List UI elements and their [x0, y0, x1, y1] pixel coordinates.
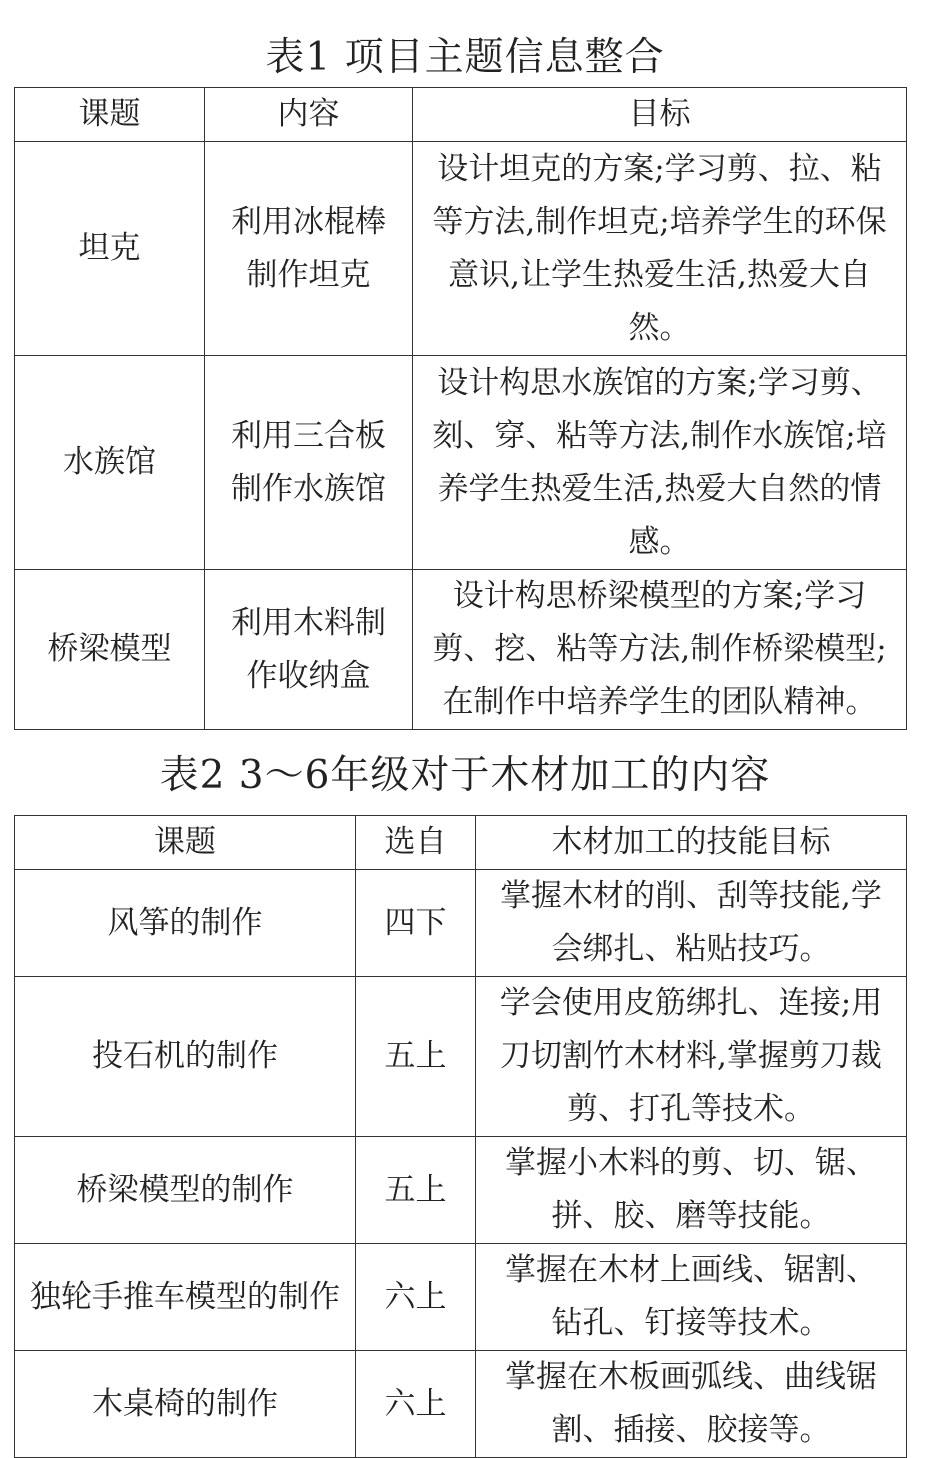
project-topics-table	[14, 87, 907, 730]
table-row	[15, 1351, 907, 1458]
cell-goal: 设计构思桥梁模型的方案;学习剪、挖、粘等方法,制作桥梁模型;在制作中培养学生的团队精神。	[413, 570, 907, 730]
table-row	[15, 1244, 907, 1351]
cell-topic: 风筝的制作	[15, 870, 356, 977]
cell-content: 利用木料制作收纳盒	[205, 570, 413, 730]
header-goal: 目标	[413, 88, 907, 142]
header-topic: 课题	[15, 816, 356, 870]
cell-source: 五上	[356, 977, 476, 1137]
table1-caption: 表1 项目主题信息整合	[265, 35, 665, 80]
cell-content: 利用冰棍棒制作坦克	[205, 142, 413, 356]
table-row	[15, 1137, 907, 1244]
cell-topic: 木桌椅的制作	[15, 1351, 356, 1458]
cell-content: 利用三合板制作水族馆	[205, 356, 413, 570]
table-header-row	[15, 816, 907, 870]
table-row	[15, 142, 907, 356]
table-row	[15, 570, 907, 730]
cell-source: 四下	[356, 870, 476, 977]
table-row	[15, 356, 907, 570]
cell-topic: 桥梁模型	[15, 570, 205, 730]
cell-goal: 设计坦克的方案;学习剪、拉、粘等方法,制作坦克;培养学生的环保意识,让学生热爱生活,热爱大自然。	[413, 142, 907, 356]
table-row	[15, 870, 907, 977]
cell-topic: 投石机的制作	[15, 977, 356, 1137]
header-topic: 课题	[15, 88, 205, 142]
cell-source: 六上	[356, 1351, 476, 1458]
cell-source: 五上	[356, 1137, 476, 1244]
table-row	[15, 977, 907, 1137]
header-content: 内容	[205, 88, 413, 142]
cell-topic: 水族馆	[15, 356, 205, 570]
cell-goal: 掌握在木板画弧线、曲线锯割、插接、胶接等。	[476, 1351, 907, 1458]
cell-topic: 桥梁模型的制作	[15, 1137, 356, 1244]
cell-topic: 独轮手推车模型的制作	[15, 1244, 356, 1351]
header-source: 选自	[356, 816, 476, 870]
cell-goal: 学会使用皮筋绑扎、连接;用刀切割竹木材料,掌握剪刀裁剪、打孔等技术。	[476, 977, 907, 1137]
cell-goal: 掌握在木材上画线、锯割、钻孔、钉接等技术。	[476, 1244, 907, 1351]
cell-topic: 坦克	[15, 142, 205, 356]
table2-caption: 表2 3～6年级对于木材加工的内容	[159, 753, 771, 798]
wood-processing-table	[14, 815, 907, 1458]
cell-goal: 设计构思水族馆的方案;学习剪、刻、穿、粘等方法,制作水族馆;培养学生热爱生活,热爱大自然的情感。	[413, 356, 907, 570]
cell-goal: 掌握小木料的剪、切、锯、拼、胶、磨等技能。	[476, 1137, 907, 1244]
cell-goal: 掌握木材的削、刮等技能,学会绑扎、粘贴技巧。	[476, 870, 907, 977]
cell-source: 六上	[356, 1244, 476, 1351]
header-skill-goal: 木材加工的技能目标	[476, 816, 907, 870]
table-header-row	[15, 88, 907, 142]
